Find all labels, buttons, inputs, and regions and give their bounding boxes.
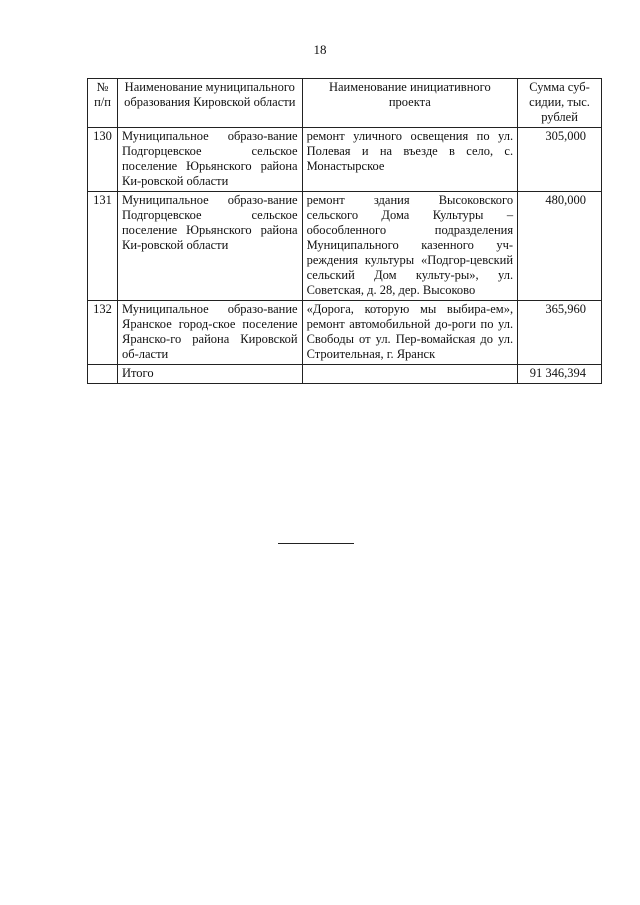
subsidy-table [87, 78, 602, 384]
row-project: ремонт уличного освещения по ул. Полевая и на въезде в село, с. Монастырское [302, 128, 517, 192]
page-number: 18 [313, 42, 327, 57]
row-number: 132 [88, 301, 118, 365]
row-amount: 480,000 [518, 192, 602, 301]
table-row [88, 301, 602, 365]
end-divider [278, 543, 354, 544]
row-project: «Дорога, которую мы выбира-ем», ремонт автомобильной до-роги по ул. Свободы от ул. Пер-вомайская до ул. Строительная, г. Яранск [302, 301, 517, 365]
header-number: № п/п [88, 79, 118, 128]
total-project-cell [302, 365, 517, 384]
total-number-cell [88, 365, 118, 384]
table-row [88, 192, 602, 301]
table-header-row [88, 79, 602, 128]
total-amount: 91 346,394 [518, 365, 602, 384]
row-municipality: Муниципальное образо-вание Яранское город-ское поселение Яранско-го района Кировской об-ласти [117, 301, 302, 365]
header-municipality: Наименование муниципального образования Кировской области [117, 79, 302, 128]
table-row [88, 128, 602, 192]
row-municipality: Муниципальное образо-вание Подгорцевское сельское поселение Юрьянского района Ки-ровской области [117, 192, 302, 301]
row-municipality: Муниципальное образо-вание Подгорцевское сельское поселение Юрьянского района Ки-ровской области [117, 128, 302, 192]
row-number: 131 [88, 192, 118, 301]
row-amount: 365,960 [518, 301, 602, 365]
header-amount: Сумма суб-сидии, тыс. рублей [518, 79, 602, 128]
row-number: 130 [88, 128, 118, 192]
row-amount: 305,000 [518, 128, 602, 192]
row-project: ремонт здания Высоковского сельского Дома Культуры – обособленного подразделения Муниципального казенного уч-реждения культуры «Подгор-цевский сельский Дом культу-ры», ул. Советская, д. 28, дер. Высоково [302, 192, 517, 301]
total-row [88, 365, 602, 384]
total-label: Итого [117, 365, 302, 384]
header-project: Наименование инициативного проекта [302, 79, 517, 128]
